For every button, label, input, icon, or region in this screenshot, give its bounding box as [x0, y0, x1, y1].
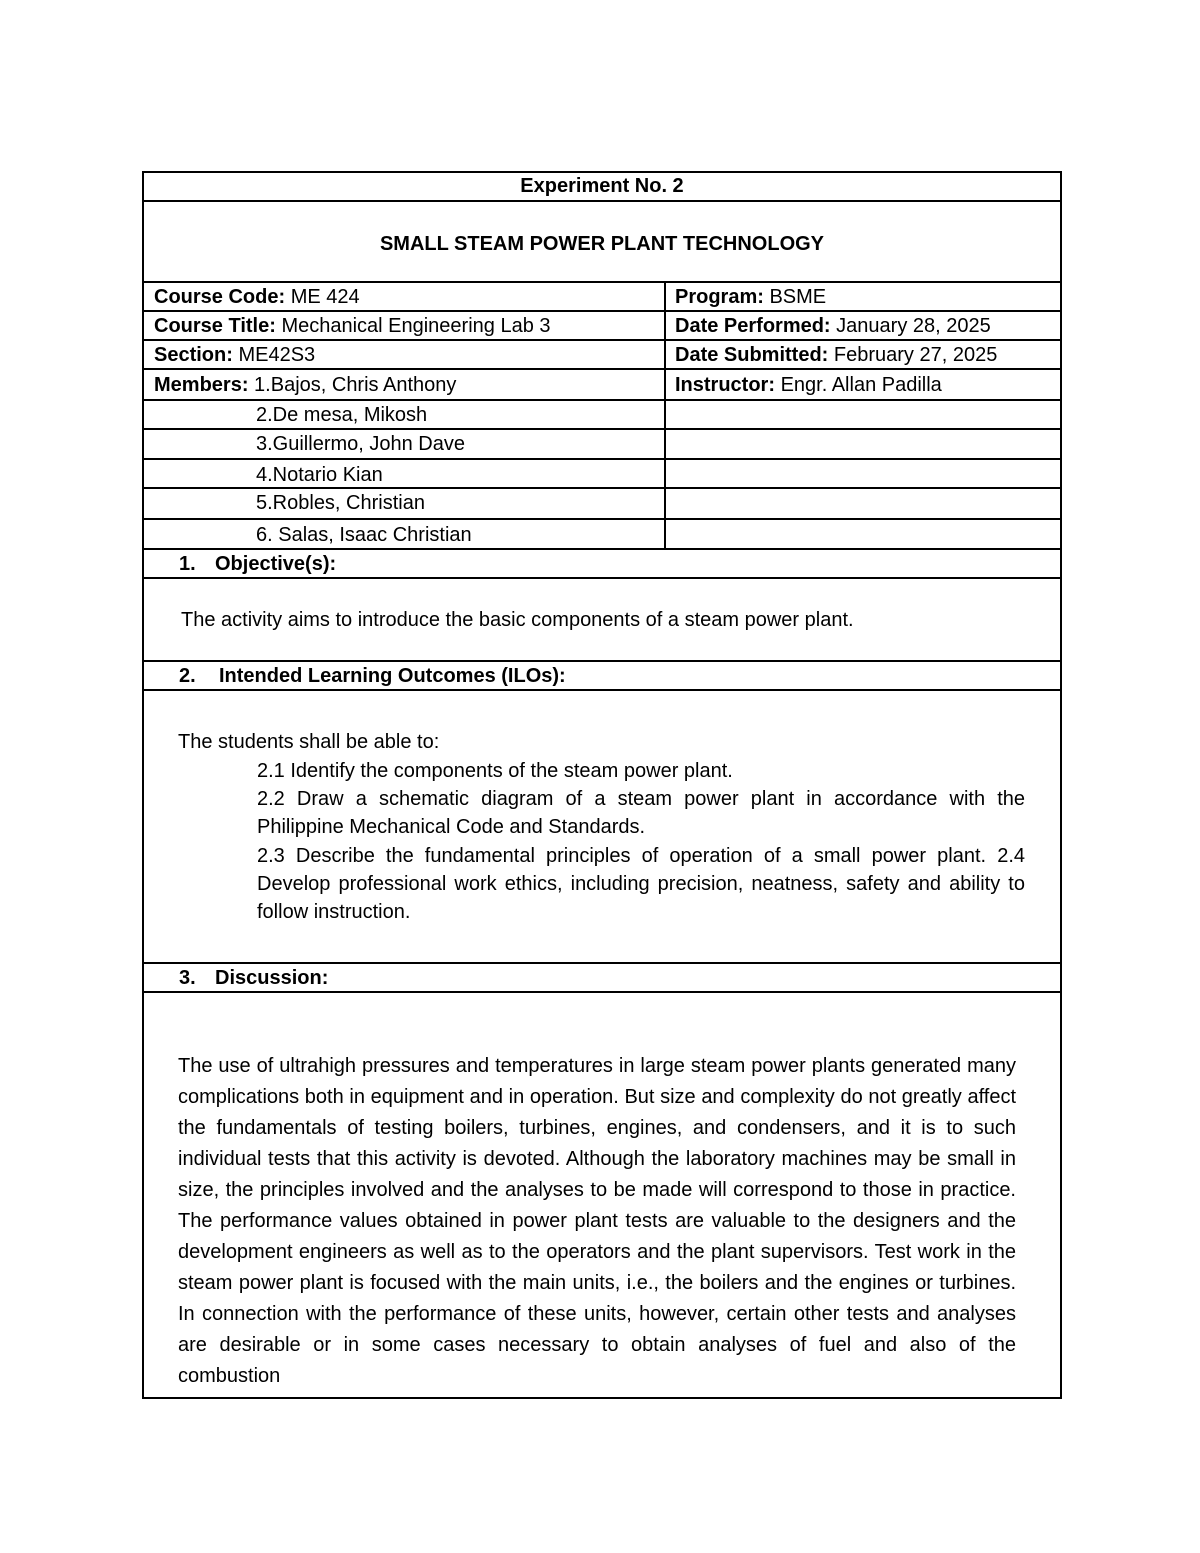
member-2: 2.De mesa, Mikosh: [256, 404, 428, 426]
date-submitted: [675, 341, 997, 369]
date-performed: [675, 312, 991, 340]
program-label: Program:: [675, 286, 764, 308]
program: [675, 283, 826, 311]
ilos-number: 2.: [179, 665, 196, 687]
section: [154, 341, 315, 369]
experiment-number: Experiment No. 2: [520, 175, 684, 197]
members-label: Members:: [154, 374, 249, 396]
date-submitted-value: February 27, 2025: [833, 344, 998, 366]
ilo-item-1: 2.1 Identify the components of the steam power plant.: [257, 760, 733, 782]
section-label: Section:: [154, 344, 233, 366]
date-submitted-label: Date Submitted:: [675, 344, 829, 366]
section-value: ME42S3: [238, 344, 316, 366]
members: [154, 371, 456, 399]
course-title-value: Mechanical Engineering Lab 3: [281, 315, 551, 337]
member-5: 5.Robles, Christian: [256, 492, 425, 514]
member-6: 6. Salas, Isaac Christian: [256, 524, 472, 546]
date-performed-label: Date Performed:: [675, 315, 831, 337]
objectives-number: 1.: [179, 553, 196, 575]
course-title: [154, 312, 551, 340]
title-row: [144, 202, 1060, 283]
objectives-text: The activity aims to introduce the basic components of a steam power plant.: [181, 609, 854, 631]
discussion-heading: Discussion:: [215, 967, 329, 989]
instructor-label: Instructor:: [675, 374, 775, 396]
instructor-value: Engr. Allan Padilla: [780, 374, 942, 396]
column-divider: [664, 281, 666, 549]
discussion-text: The use of ultrahigh pressures and temperatures in large steam power plants generated many complications both in equipment and in operation. But size and complexity do not greatly affect the fundamentals of testing boilers, turbines, engines, and condensers, and it is to such individual tests that this activity is devoted. Although the laboratory machines may be small in size, the principles involved and the analyses to be made will correspond to those in practice. The performance values obtained in power plant tests are valuable to the designers and the development engineers as well as to the operators and the plant supervisors. Test work in the steam power plant is focused with the main units, i.e., the boilers and the engines or turbines. In connection with the performance of these units, however, certain other tests and analyses are desirable or in some cases necessary to obtain analyses of fuel and also of the combustion: [178, 1055, 1016, 1387]
experiment-row: [144, 173, 1060, 202]
course-code-value: ME 424: [290, 286, 360, 308]
discussion-number: 3.: [179, 967, 196, 989]
objectives-heading: Objective(s):: [215, 553, 337, 575]
ilos-heading: Intended Learning Outcomes (ILOs):: [219, 665, 566, 687]
course-code-label: Course Code:: [154, 286, 286, 308]
member-4: 4.Notario Kian: [256, 464, 383, 486]
program-value: BSME: [769, 286, 827, 308]
member-3: 3.Guillermo, John Dave: [256, 433, 465, 455]
lab-report-form: [142, 171, 1062, 1399]
member-1: 1.Bajos, Chris Anthony: [254, 374, 457, 396]
course-title-label: Course Title:: [154, 315, 276, 337]
instructor: [675, 371, 942, 399]
date-performed-value: January 28, 2025: [836, 315, 991, 337]
experiment-title: SMALL STEAM POWER PLANT TECHNOLOGY: [379, 233, 825, 255]
ilo-item-3: 2.3 Describe the fundamental principles of operation of a small power plant. 2.4 Develop professional work ethics, including precision, neatness, safety and ability to follow instruction.: [257, 845, 1025, 923]
course-code: [154, 283, 360, 311]
ilos-intro: The students shall be able to:: [178, 731, 440, 753]
ilo-item-2: 2.2 Draw a schematic diagram of a steam power plant in accordance with the Philippine Mechanical Code and Standards.: [257, 788, 1025, 838]
